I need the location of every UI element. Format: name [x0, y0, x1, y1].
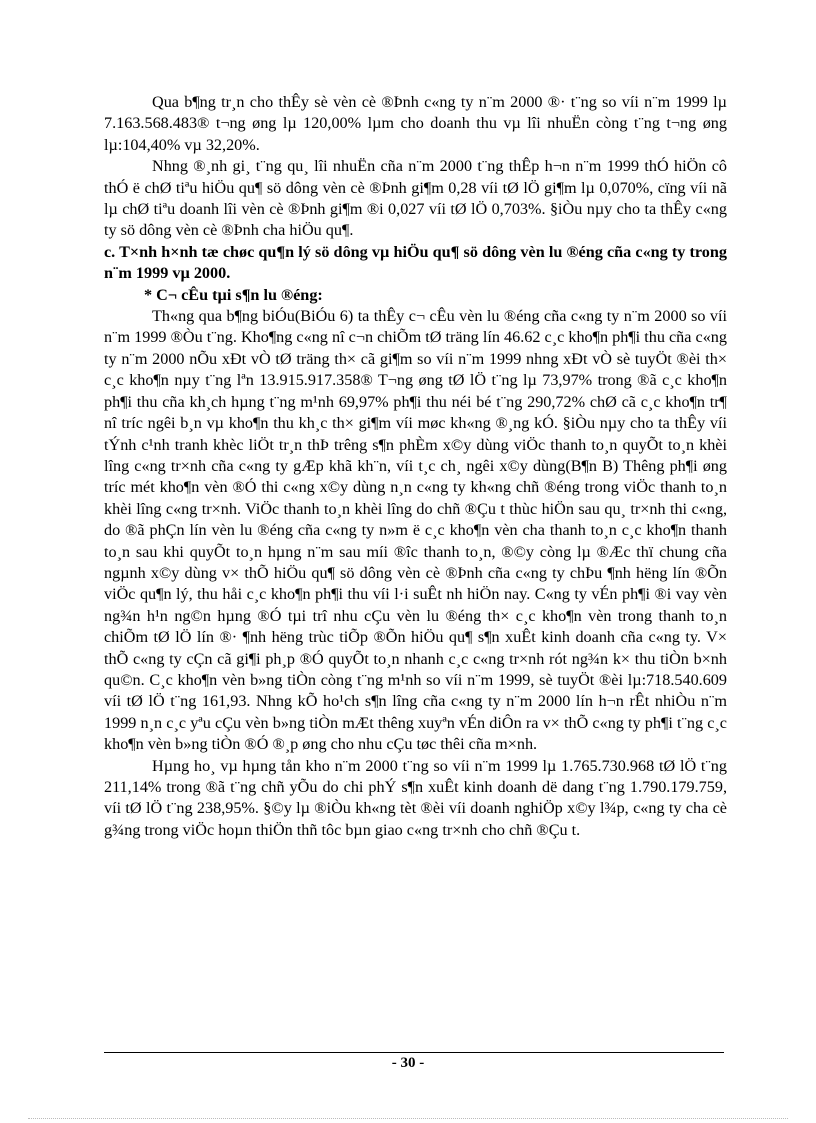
section-heading-working-capital: c. T×nh h×nh tæ chøc qu¶n lý sö dông vµ hiÖu qu¶ sö dông vèn lu ®éng cña c«ng ty trong n¨m 1999 vµ 2000. [104, 242, 727, 283]
paragraph-fixed-capital-change: Qua b¶ng tr¸n cho thÊy sè vèn cè ®Þnh c«ng ty n¨m 2000 ®· t¨ng so víi n¨m 1999 lµ 7.163.568.483® t¬ng øng lµ 120,00% lµm cho doanh thu vµ lîi nhuËn còng t¨ng t¬ng øng lµ:104,40% vµ 32,20%. [104, 93, 727, 154]
footer-divider [104, 1052, 724, 1053]
document-body [104, 92, 727, 841]
paragraph-profit-assessment: Nhng ®¸nh gi¸ t¨ng qu¸ lîi nhuËn cña n¨m 2000 t¨ng thÊp h¬n n¨m 1999 thÓ hiÖn cô thÓ ë chØ tiªu hiÖu qu¶ sö dông vèn cè ®Þnh gi¶m 0,28 víi tØ lÖ gi¶m lµ 0,070%, cïng víi nã lµ chØ tiªu doanh lîi vèn cè ®Þnh gi¶m ®i 0,027 víi tØ lÖ 0,703%. §iÒu nµy cho ta thÊy c«ng ty sö dông vèn cè ®Þnh cha hiÖu qu¶. [104, 157, 727, 240]
paragraph-receivables-analysis: Th«ng qua b¶ng biÓu(BiÓu 6) ta thÊy c¬ cÊu vèn lu ®éng cña c«ng ty n¨m 2000 so víi n¨m 1999 ®Òu t¨ng. Kho¶ng c«ng nî c¬n chiÕm tØ träng lín 46.62 c¸c kho¶n ph¶i thu cña c«ng ty n¨m 2000 nÕu xÐt vÒ tØ träng th× cã gi¶m so víi n¨m 1999 nhng xÐt vÒ sè tuyÖt ®èi th× c¸c kho¶n nµy t¨ng lªn 13.915.917.358® T¬ng øng tØ lÖ t¨ng lµ 73,97% trong ®ã c¸c kho¶n ph¶i thu cña kh¸ch hµng t¨ng m¹nh 69,97% ph¶i thu néi bé t¨ng 290,72% chØ cã c¸c kho¶n tr¶ nî tríc ngêi b¸n vµ kho¶n thu kh¸c th× gi¶m víi møc kh«ng ®¸ng kÓ. §iÒu nµy cho ta thÊy víi tÝnh c¹nh tranh khèc liÖt tr¸n thÞ trêng s¶n phÈm x©y dùng viÖc thanh to¸n quyÕt to¸n khèi lîng c«ng tr×nh cña c«ng ty gÆp khã kh¨n, víi t¸c ch¸ ngêi x©y dùng(B¶n B) Thêng ph¶i øng tríc mét kho¶n vèn ®Ó thi c«ng x©y dùng n¸n c«ng ty kh«ng chñ ®éng trong viÖc thanh to¸n khèi lîng c«ng tr×nh. ViÖc thanh to¸n khèi lîng do chñ ®Çu t thùc hiÖn sau qu¸ tr×nh thi c«ng, do ®ã phÇn lín vèn lu ®éng cña c«ng ty n»m ë c¸c kho¶n vèn cha thanh to¸n c¸c kho¶n thanh to¸n sau khi quyÕt to¸n hµng n¨m sau míi ®îc thanh to¸n, ®©y còng lµ ®Æc thï chung cña ngµnh x©y dùng v× thÕ hiÖu qu¶ sö dông vèn cè ®Þnh cña c«ng ty chÞu ¶nh hëng lín ®Õn viÖc qu¶n lý, thu håi c¸c kho¶n ph¶i thu víi l·i suÊt nh hiÖn nay. C«ng ty vÉn ph¶i ®i vay vèn ng¾n h¹n ng©n hµng ®Ó tµi trî nhu cÇu vèn lu ®éng th× c¸c kho¶n vèn trong thanh to¸n chiÕm tØ lÖ lín ®· ¶nh hëng trùc tiÕp ®Õn hiÖu qu¶ s¶n xuÊt kinh doanh cña c«ng ty. V× thÕ c«ng ty cÇn cã gi¶i ph¸p ®Ó quyÕt to¸n nhanh c¸c c«ng tr×nh rót ng¾n k× thu tiÒn b×nh qu©n. C¸c kho¶n vèn b»ng tiÒn còng t¨ng m¹nh so víi n¨m 1999, sè tuyÖt ®èi lµ:718.540.609 víi tØ lÖ t¨ng 161,93. Nhng kÕ ho¹ch s¶n lîng cña c«ng ty n¨m 2000 lín h¬n rÊt nhiÒu n¨m 1999 n¸n c¸c yªu cÇu vèn b»ng tiÒn mÆt thêng xuyªn vÉn diÔn ra v× thÕ c«ng ty ph¶i t¨ng c¸c kho¶n vèn b»ng tiÒn ®Ó ®¸p øng cho nhu cÇu tøc thêi cña m×nh. [104, 307, 727, 754]
page-bottom-border [28, 1118, 788, 1119]
page-number: - 30 - [391, 1055, 425, 1071]
subheading-current-asset-structure: * C¬ cÊu tµi s¶n lu ®éng: [144, 285, 323, 304]
paragraph-inventory-analysis: Hµng ho¸ vµ hµng tån kho n¨m 2000 t¨ng so víi n¨m 1999 lµ 1.765.730.968 tØ lÖ t¨ng 211,14% trong ®ã t¨ng chñ yÕu do chi phÝ s¶n xuÊt kinh doanh dë dang t¨ng 1.790.179.759, víi tØ lÖ t¨ng 238,95%. §©y lµ ®iÒu kh«ng tèt ®èi víi doanh nghiÖp x©y l¾p, c«ng ty cha cè g¾ng trong viÖc hoµn thiÖn thñ tôc bµn giao c«ng tr×nh cho chñ ®Çu t. [104, 756, 727, 839]
